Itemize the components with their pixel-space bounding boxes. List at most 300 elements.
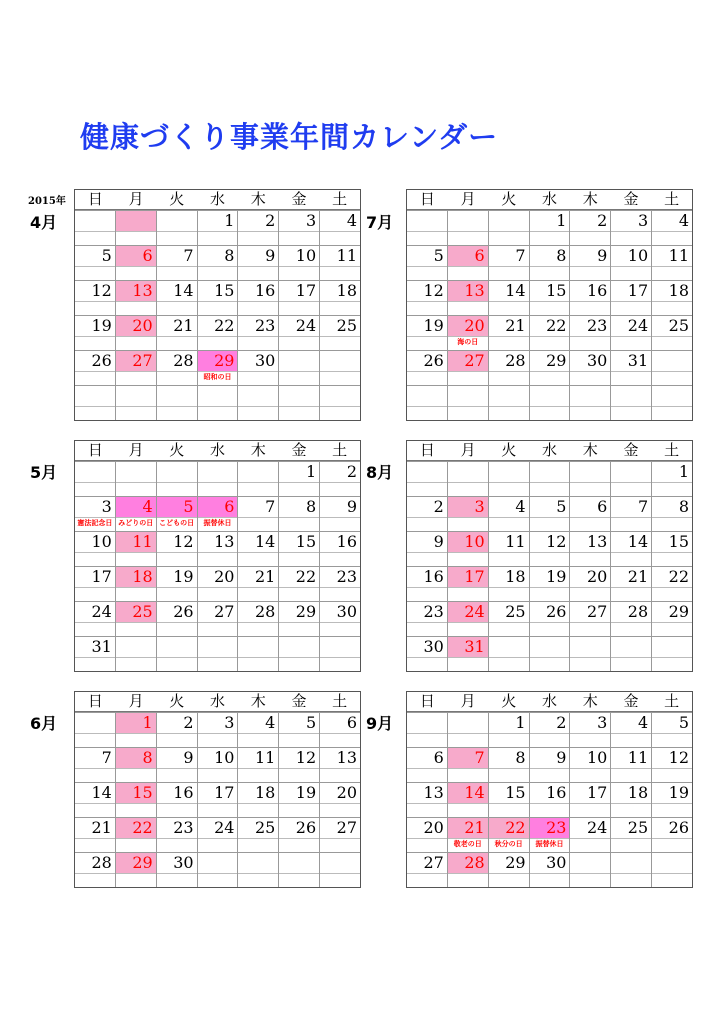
day-cell (488, 567, 529, 601)
weekday-header (407, 190, 692, 210)
day-cell (529, 351, 570, 385)
day-cell (407, 386, 447, 420)
week-row (407, 817, 692, 852)
day-number: 1 (678, 462, 690, 481)
weekday-label: 火 (501, 692, 517, 710)
day-cell (447, 462, 488, 496)
day-number: 12 (91, 281, 112, 300)
day-cell (319, 853, 360, 887)
day-number: 8 (142, 748, 153, 767)
weekday-label: 金 (291, 441, 307, 459)
day-cell (529, 637, 570, 671)
day-cell (488, 748, 529, 782)
day-number: 25 (336, 316, 358, 335)
day-number: 28 (627, 602, 649, 621)
day-cell (488, 602, 529, 636)
day-cell (651, 602, 692, 636)
day-cell (610, 713, 651, 747)
day-cell (115, 351, 156, 385)
week-row (75, 636, 360, 671)
day-number: 20 (214, 567, 235, 586)
day-cell (407, 602, 447, 636)
day-cell (569, 211, 610, 245)
holiday-label: 敬老の日 (453, 840, 482, 848)
weekday-label: 土 (332, 190, 348, 208)
day-number: 26 (173, 602, 194, 621)
day-cell (75, 567, 115, 601)
day-cell (278, 211, 319, 245)
day-number: 16 (423, 567, 444, 586)
day-number: 26 (91, 351, 112, 370)
day-number: 26 (423, 351, 444, 370)
day-number: 29 (132, 853, 153, 872)
day-cell (610, 351, 651, 385)
day-number: 15 (668, 532, 690, 551)
week-row (75, 496, 360, 531)
day-cell (237, 211, 278, 245)
month-label-september: 9月 (366, 714, 394, 733)
day-number: 16 (254, 281, 276, 300)
month-label-april: 4月 (30, 213, 58, 232)
day-cell (156, 602, 197, 636)
day-cell (278, 783, 319, 817)
weekday-label: 火 (169, 441, 185, 459)
week-row (407, 461, 692, 496)
week-row (75, 852, 360, 887)
day-cell (610, 497, 651, 531)
day-number: 5 (556, 497, 567, 516)
day-cell (115, 211, 156, 245)
day-cell (319, 602, 360, 636)
day-cell (610, 386, 651, 420)
day-number: 4 (637, 713, 649, 732)
day-cell (488, 246, 529, 280)
day-cell (447, 853, 488, 887)
day-number: 24 (214, 818, 235, 837)
weekday-label: 金 (291, 190, 307, 208)
day-cell (488, 818, 529, 852)
weekday-label: 水 (210, 190, 226, 208)
day-cell (197, 818, 238, 852)
week-row (75, 280, 360, 315)
day-number: 28 (464, 853, 485, 872)
day-cell (197, 783, 238, 817)
day-cell (529, 386, 570, 420)
week-row (407, 496, 692, 531)
day-cell (407, 532, 447, 566)
day-number: 29 (668, 602, 690, 621)
day-number: 14 (627, 532, 649, 551)
day-cell (407, 497, 447, 531)
day-cell (156, 386, 197, 420)
day-cell (197, 281, 238, 315)
day-cell (75, 818, 115, 852)
day-number: 10 (627, 246, 649, 265)
day-number: 20 (464, 316, 485, 335)
day-cell (237, 351, 278, 385)
day-cell (610, 532, 651, 566)
day-cell (651, 281, 692, 315)
day-cell (75, 281, 115, 315)
day-cell (610, 211, 651, 245)
day-cell (569, 497, 610, 531)
day-number: 18 (336, 281, 358, 300)
day-cell (278, 532, 319, 566)
day-number: 20 (132, 316, 153, 335)
day-cell (488, 783, 529, 817)
weekday-label: 月 (460, 692, 476, 710)
day-cell (197, 567, 238, 601)
day-number: 13 (214, 532, 235, 551)
day-cell (569, 783, 610, 817)
day-cell (278, 351, 319, 385)
day-number: 3 (224, 713, 235, 732)
day-cell (278, 246, 319, 280)
day-number: 19 (173, 567, 194, 586)
day-number: 19 (546, 567, 567, 586)
holiday-label: 秋分の日 (494, 840, 523, 848)
day-number: 19 (668, 783, 690, 802)
day-number: 16 (586, 281, 608, 300)
day-number: 17 (464, 567, 485, 586)
day-cell (407, 351, 447, 385)
day-cell (407, 281, 447, 315)
day-cell (651, 637, 692, 671)
day-number: 19 (91, 316, 112, 335)
week-row (75, 566, 360, 601)
day-cell (610, 637, 651, 671)
day-cell (651, 567, 692, 601)
day-cell (197, 462, 238, 496)
day-number: 8 (305, 497, 317, 516)
day-number: 3 (597, 713, 608, 732)
day-number: 12 (668, 748, 690, 767)
weekday-label: 水 (210, 441, 226, 459)
day-number: 8 (224, 246, 235, 265)
day-number: 22 (505, 818, 526, 837)
day-number: 24 (295, 316, 317, 335)
day-cell (278, 748, 319, 782)
weekday-label: 日 (87, 441, 103, 459)
weekday-header (75, 190, 360, 210)
day-number: 31 (91, 637, 112, 656)
day-number: 1 (224, 211, 235, 230)
day-cell (319, 567, 360, 601)
day-cell (278, 316, 319, 350)
week-row (407, 315, 692, 350)
weekday-label: 月 (128, 190, 144, 208)
weekday-label: 土 (664, 441, 680, 459)
weekday-label: 水 (542, 190, 558, 208)
day-cell (407, 853, 447, 887)
day-number: 29 (295, 602, 317, 621)
day-cell (319, 386, 360, 420)
day-number: 11 (254, 748, 276, 767)
day-cell (197, 637, 238, 671)
day-cell (115, 567, 156, 601)
day-cell (197, 211, 238, 245)
day-number: 11 (336, 246, 358, 265)
day-cell (407, 567, 447, 601)
day-cell (407, 462, 447, 496)
day-cell (529, 853, 570, 887)
day-number: 10 (464, 532, 485, 551)
weekday-label: 日 (419, 190, 435, 208)
week-row (75, 747, 360, 782)
day-cell (407, 748, 447, 782)
day-number: 25 (668, 316, 690, 335)
weekday-label: 火 (169, 190, 185, 208)
calendar-april (74, 189, 361, 421)
day-number: 20 (336, 783, 358, 802)
day-number: 29 (505, 853, 526, 872)
day-number: 8 (556, 246, 567, 265)
day-cell (278, 462, 319, 496)
day-number: 14 (464, 783, 485, 802)
day-number: 28 (254, 602, 276, 621)
day-number: 21 (91, 818, 112, 837)
day-cell (569, 637, 610, 671)
day-cell (447, 316, 488, 350)
day-cell (488, 211, 529, 245)
day-number: 10 (295, 246, 317, 265)
day-number: 23 (254, 316, 276, 335)
weekday-label: 火 (501, 190, 517, 208)
day-cell (569, 713, 610, 747)
day-cell (115, 246, 156, 280)
day-cell (407, 211, 447, 245)
day-number: 17 (91, 567, 112, 586)
day-cell (278, 497, 319, 531)
calendar-august (406, 440, 693, 672)
day-number: 4 (515, 497, 526, 516)
day-number: 6 (474, 246, 485, 265)
day-cell (156, 567, 197, 601)
day-number: 24 (464, 602, 485, 621)
day-number: 31 (627, 351, 649, 370)
day-cell (610, 748, 651, 782)
day-number: 13 (586, 532, 608, 551)
day-number: 14 (505, 281, 526, 300)
day-cell (75, 386, 115, 420)
day-cell (237, 246, 278, 280)
week-row (75, 817, 360, 852)
day-number: 15 (295, 532, 317, 551)
day-number: 28 (505, 351, 526, 370)
day-number: 5 (678, 713, 690, 732)
day-cell (156, 246, 197, 280)
weekday-label: 火 (501, 441, 517, 459)
day-number: 1 (305, 462, 317, 481)
day-number: 4 (346, 211, 358, 230)
day-number: 8 (678, 497, 690, 516)
day-number: 26 (295, 818, 317, 837)
day-cell (197, 602, 238, 636)
weekday-label: 火 (169, 692, 185, 710)
day-cell (529, 567, 570, 601)
day-cell (319, 532, 360, 566)
day-cell (407, 316, 447, 350)
day-number: 6 (346, 713, 358, 732)
week-row (407, 747, 692, 782)
day-cell (610, 316, 651, 350)
day-number: 5 (433, 246, 444, 265)
day-cell (156, 532, 197, 566)
day-cell (447, 351, 488, 385)
month-label-july: 7月 (366, 213, 394, 232)
day-cell (237, 783, 278, 817)
week-row (407, 852, 692, 887)
day-number: 1 (556, 211, 567, 230)
day-number: 15 (505, 783, 526, 802)
day-cell (319, 281, 360, 315)
day-number: 23 (173, 818, 194, 837)
day-cell (156, 351, 197, 385)
day-number: 6 (224, 497, 235, 516)
day-number: 12 (546, 532, 567, 551)
day-number: 12 (173, 532, 194, 551)
day-cell (237, 602, 278, 636)
day-number: 16 (336, 532, 358, 551)
day-number: 25 (627, 818, 649, 837)
day-number: 10 (91, 532, 112, 551)
day-number: 6 (597, 497, 608, 516)
day-cell (610, 853, 651, 887)
day-cell (115, 748, 156, 782)
day-number: 7 (101, 748, 112, 767)
day-number: 13 (132, 281, 153, 300)
day-cell (197, 497, 238, 531)
day-number: 5 (183, 497, 194, 516)
day-cell (610, 281, 651, 315)
day-cell (529, 713, 570, 747)
day-number: 24 (586, 818, 608, 837)
day-number: 10 (214, 748, 235, 767)
calendar-july (406, 189, 693, 421)
day-number: 30 (586, 351, 608, 370)
day-cell (529, 246, 570, 280)
day-number: 11 (627, 748, 649, 767)
day-cell (447, 497, 488, 531)
weekday-label: 月 (128, 441, 144, 459)
day-cell (237, 462, 278, 496)
day-number: 11 (505, 532, 526, 551)
day-number: 26 (546, 602, 567, 621)
day-cell (75, 748, 115, 782)
day-number: 30 (546, 853, 567, 872)
calendar-june (74, 691, 361, 888)
weekday-label: 水 (210, 692, 226, 710)
day-cell (488, 281, 529, 315)
day-number: 2 (433, 497, 444, 516)
day-cell (319, 713, 360, 747)
day-cell (569, 748, 610, 782)
day-cell (115, 853, 156, 887)
day-cell (278, 713, 319, 747)
day-cell (75, 211, 115, 245)
day-number: 14 (254, 532, 276, 551)
day-number: 25 (132, 602, 153, 621)
day-number: 9 (556, 748, 567, 767)
day-cell (319, 783, 360, 817)
day-cell (610, 567, 651, 601)
day-cell (237, 853, 278, 887)
week-row (407, 636, 692, 671)
day-cell (651, 386, 692, 420)
day-number: 2 (556, 713, 567, 732)
week-row (75, 782, 360, 817)
day-cell (197, 748, 238, 782)
day-cell (197, 351, 238, 385)
day-cell (197, 853, 238, 887)
day-number: 15 (546, 281, 567, 300)
day-number: 31 (464, 637, 485, 656)
day-cell (115, 462, 156, 496)
day-number: 22 (546, 316, 567, 335)
day-cell (407, 637, 447, 671)
day-cell (610, 246, 651, 280)
day-cell (569, 567, 610, 601)
day-cell (237, 281, 278, 315)
day-cell (447, 748, 488, 782)
day-number: 16 (173, 783, 194, 802)
day-cell (156, 713, 197, 747)
day-cell (610, 818, 651, 852)
day-number: 16 (546, 783, 567, 802)
day-cell (115, 818, 156, 852)
day-number: 7 (265, 497, 276, 516)
weekday-label: 土 (332, 441, 348, 459)
day-cell (319, 351, 360, 385)
day-cell (651, 853, 692, 887)
week-row (75, 531, 360, 566)
day-cell (488, 462, 529, 496)
day-cell (156, 211, 197, 245)
week-row (407, 245, 692, 280)
weekday-label: 日 (87, 692, 103, 710)
day-cell (278, 818, 319, 852)
day-number: 2 (597, 211, 608, 230)
day-cell (115, 637, 156, 671)
day-number: 27 (423, 853, 444, 872)
day-number: 28 (173, 351, 194, 370)
day-cell (610, 462, 651, 496)
day-number: 15 (214, 281, 235, 300)
day-number: 7 (515, 246, 526, 265)
day-cell (610, 602, 651, 636)
day-number: 18 (668, 281, 690, 300)
day-number: 23 (336, 567, 358, 586)
day-cell (651, 818, 692, 852)
week-row (407, 566, 692, 601)
day-number: 11 (668, 246, 690, 265)
day-cell (75, 783, 115, 817)
day-cell (651, 351, 692, 385)
day-cell (407, 783, 447, 817)
day-cell (651, 497, 692, 531)
day-number: 30 (254, 351, 276, 370)
day-number: 4 (265, 713, 276, 732)
day-cell (488, 497, 529, 531)
day-cell (529, 602, 570, 636)
weekday-label: 木 (582, 692, 598, 710)
day-cell (651, 211, 692, 245)
day-number: 15 (132, 783, 153, 802)
holiday-label: こどもの日 (159, 519, 195, 527)
weekday-label: 月 (460, 190, 476, 208)
day-cell (569, 351, 610, 385)
day-cell (447, 532, 488, 566)
